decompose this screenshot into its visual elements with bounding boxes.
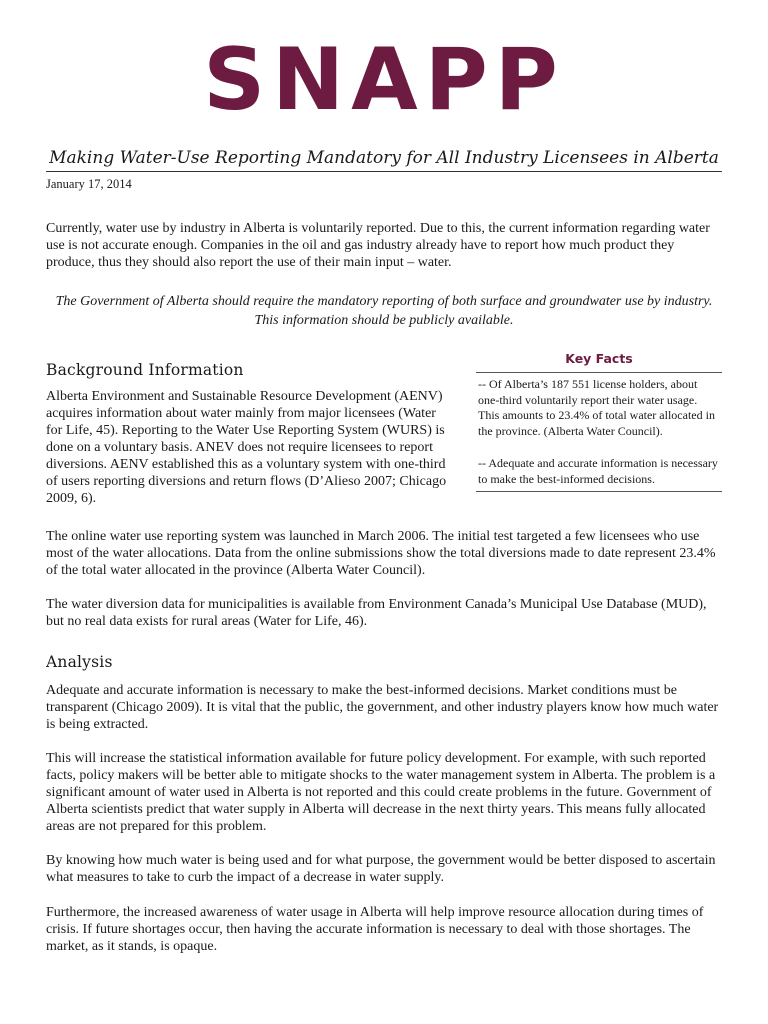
intro-paragraph: Currently, water use by industry in Alberta is voluntarily reported. Due to this, the current information regarding water use is not accurate enough. Companies in the oil and gas industry already have to report how much product they produce, thus they should also report the use of their main input – water.: [46, 221, 710, 270]
key-fact-item: -- Of Alberta’s 187 551 license holders, about one-third voluntarily report their water usage. This amounts to 23.4% of total water allocated in the province. (Alberta Water Council).: [478, 377, 715, 438]
title-divider: [46, 171, 722, 172]
document-title: Making Water-Use Reporting Mandatory for All Industry Licensees in Alberta: [49, 148, 719, 168]
analysis-paragraph-1: Adequate and accurate information is necessary to make the best-informed decisions. Market conditions must be transparent (Chicago 2009). It is vital that the public, the government, and other industry players know how much water is being extracted.: [46, 683, 719, 732]
analysis-paragraph-2: This will increase the statistical information available for future policy development. For example, with such reported facts, policy makers will be better able to mitigate shocks to the water management system in Alberta. The problem is a significant amount of water used in Alberta is not reported and this could create problems in the future. Government of Alberta scientists predict that water supply in Alberta will decrease in the next thirty years. This means fully allocated areas are not prepared for this problem.: [46, 751, 716, 834]
recommendation-callout: The Government of Alberta should require the mandatory reporting of both surface and groundwater use by industry. This information should be publicly available.: [55, 294, 713, 328]
background-paragraph-3: The water diversion data for municipalities is available from Environment Canada’s Municipal Use Database (MUD), but no real data exists for rural areas (Water for Life, 46).: [46, 597, 707, 629]
key-facts-sidebar: [476, 350, 722, 492]
background-heading: Background Information: [46, 361, 244, 379]
background-paragraph-2: The online water use reporting system was launched in March 2006. The initial test targeted a few licensees who use most of the water allocations. Data from the online submissions show the total diversions made to date represent 23.4% of the total water allocated in the province (Alberta Water Council).: [46, 529, 716, 578]
analysis-paragraph-3: By knowing how much water is being used and for what purpose, the government would be better disposed to ascertain what measures to take to curb the impact of a decrease in water supply.: [46, 853, 716, 885]
analysis-paragraph-4: Furthermore, the increased awareness of water usage in Alberta will help improve resource allocation during times of crisis. If future shortages occur, then having the accurate information is necessary to deal with those shortages. The market, as it stands, is opaque.: [46, 905, 704, 954]
key-fact-item: -- Adequate and accurate information is necessary to make the best-informed decisions.: [478, 456, 718, 486]
analysis-heading: Analysis: [46, 653, 113, 671]
key-facts-title: Key Facts: [565, 351, 633, 366]
document-date: January 17, 2014: [46, 177, 132, 191]
background-paragraph-1: Alberta Environment and Sustainable Resource Development (AENV) acquires information about water mainly from major licensees (Water for Life, 45). Reporting to the Water Use Reporting System (WURS) is done on a voluntary basis. ANEV does not require licensees to report diversions. AENV established this as a voluntary system with one-third of users reporting diversions and return flows (D’Alieso 2007; Chicago 2009, 6).: [46, 389, 447, 506]
snapp-logo: SNAPP: [203, 30, 565, 130]
key-facts-bottom-rule: [476, 491, 722, 492]
